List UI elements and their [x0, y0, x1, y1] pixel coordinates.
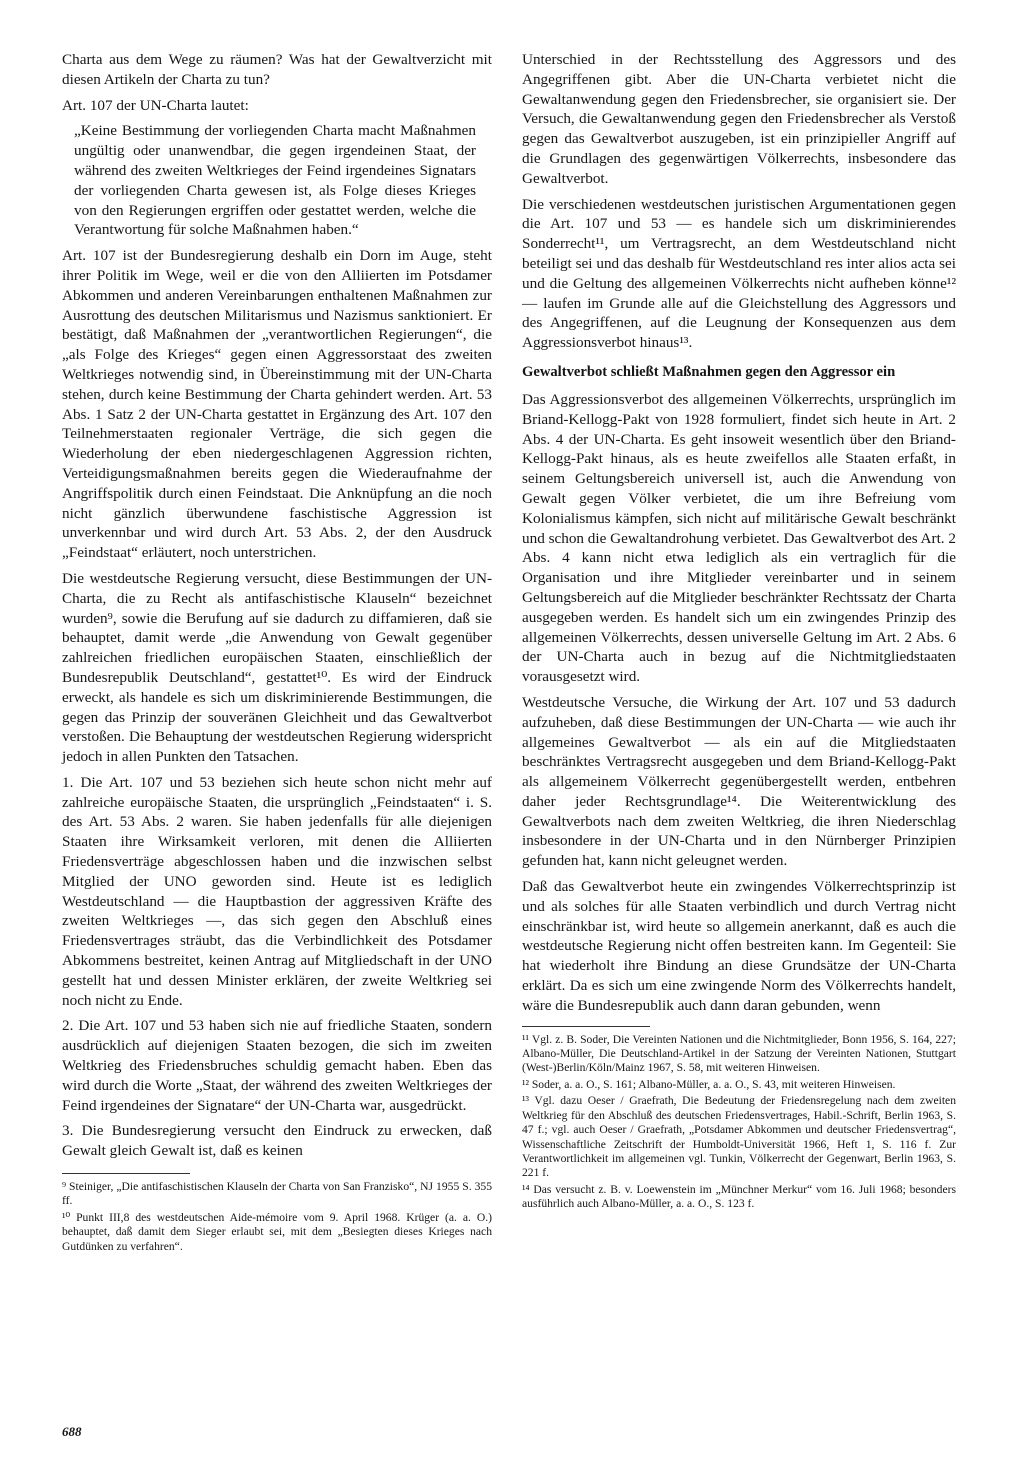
footnote: ¹³ Vgl. dazu Oeser / Graefrath, Die Bedeutung der Friedensregelung nach dem zweiten Weltkrieg für den Abschluß des deutschen Friedensvertrages, Habil.-Schrift, Berlin 1963, S. 47 f.; vgl. auch Oeser / Graefrath, „Potsdamer Abkommen und deutscher Friedensvertrag“, Wissenschaftliche Zeitschrift der Humboldt-Universität 1966, Heft 1, S. 116 f. Zur Verantwortlichkeit im allgemeinen vgl. Tunkin, Völkerrecht der Gegenwart, Berlin 1963, S. 221 f. — [522, 1094, 956, 1180]
paragraph: Unterschied in der Rechtsstellung des Aggressors und des Angegriffenen gibt. Aber die UN-Charta verbietet nicht die Gewaltanwendung gegen den Friedensbrecher, sie organisiert sie. Der Versuch, die Gewaltanwendung gegen den Friedensbrecher als Verstoß gegen das Gewaltverbot auszugeben, ist ein prinzipieller Angriff auf die Grundlagen des gegenwärtigen Völkerrechts, insbesondere das Gewaltverbot. — [522, 51, 956, 187]
section-heading: Gewaltverbot schließt Maßnahmen gegen den Aggressor ein — [522, 363, 896, 380]
footnote: ¹¹ Vgl. z. B. Soder, Die Vereinten Nationen und die Nichtmitglieder, Bonn 1956, S. 164, 227; Albano-Müller, Die Deutschland-Artikel in der Satzung der Vereinten Nationen, Stuttgart (West-)Berlin/Köln/Mainz 1967, S. 58, mit weiteren Hinweisen. — [522, 1032, 956, 1075]
footnote: ⁹ Steiniger, „Die antifaschistischen Klauseln der Charta von San Franzisko“, NJ 1955 S. 355 ff. — [62, 1180, 492, 1208]
paragraph: Die westdeutsche Regierung versucht, diese Bestimmungen der UN-Charta, die zu Recht als antifaschistische Klauseln“ bezeichnet wurden⁹, sowie die Berufung auf sie dadurch zu diffamieren, daß sie behauptet, damit werde „die Anwendung von Gewalt gegenüber zahlreichen friedlichen europäischen Staaten, einschließlich der Bundesrepublik Deutschland“, gestattet¹⁰. Es wird der Eindruck erweckt, als handele es sich um diskriminierende Bestimmungen, die gegen das Prinzip der souveränen Gleichheit und das Gewaltverbot verstoßen. Die Behauptung der westdeutschen Regierung widerspricht jedoch in allen Punkten den Tatsachen. — [62, 569, 492, 766]
page-number: 688 — [62, 1424, 82, 1439]
right-column — [522, 50, 956, 1214]
footnote: ¹² Soder, a. a. O., S. 161; Albano-Müller, a. a. O., S. 43, mit weiteren Hinweisen. — [522, 1077, 896, 1091]
paragraph: 2. Die Art. 107 und 53 haben sich nie auf friedliche Staaten, sondern ausdrücklich auf diejenigen Staaten bezogen, die sich im zweiten Weltkrieg des Friedensbruches schuldig gemacht haben. Eben das wird durch die Worte „Staat, der während des zweiten Weltkrieges der Feind irgendeines der Signatare“ der UN-Charta war, ausgedrückt. — [62, 1017, 492, 1114]
paragraph: Westdeutsche Versuche, die Wirkung der Art. 107 und 53 dadurch aufzuheben, daß diese Bestimmungen der UN-Charta — wie auch ihr allgemeines Gewaltverbot — als ein auf die Mitgliedstaaten beschränktes Vertragsrecht ausgegeben und dem Briand-Kellogg-Pakt als allgemeinem Völkerrecht gegenübergestellt werden, entbehren daher jeder Rechtsgrundlage¹⁴. Die Weiterentwicklung des Gewaltverbots nach dem zweiten Weltkrieg, die ihren Niederschlag insbesondere in der UN-Charta und in den Nürnberger Prinzipien gefunden hat, kann nicht geleugnet werden. — [522, 693, 956, 870]
left-column — [62, 50, 492, 1256]
paragraph: Das Aggressionsverbot des allgemeinen Völkerrechts, ursprünglich im Briand-Kellogg-Pakt von 1928 formuliert, findet sich heute in Art. 2 Abs. 4 der UN-Charta. Es geht insoweit wesentlich über den Briand-Kellogg-Pakt hinaus, als es heute zweifellos alle Staaten erfaßt, in seinem Geltungsbereich universell ist, auch die Anwendung von Gewalt gegen Völker verbietet, die um ihre Befreiung vom Kolonialismus kämpfen, sich nicht auf militärische Gewalt beschränkt und schon die Gewaltandrohung verbietet. Das Gewaltverbot des Art. 2 Abs. 4 kann nicht etwa lediglich als ein vertraglich für die Organisation und ihre Mitglieder vereinbarter und in seinem Geltungsbereich auf die Mitglieder beschränkter Rechtssatz der Charta ausgegeben werden. Es handelt sich um ein zwingendes Prinzip des allgemeinen Völkerrechts, dessen universelle Geltung im Art. 2 Abs. 6 der UN-Charta auch in bezug auf die Nichtmitgliedstaaten vorausgesetzt wird. — [522, 390, 956, 686]
paragraph: Art. 107 der UN-Charta lautet: — [62, 96, 249, 114]
footnote-divider — [522, 1026, 650, 1027]
paragraph: Charta aus dem Wege zu räumen? Was hat der Gewaltverzicht mit diesen Artikeln der Charta zu tun? — [62, 51, 492, 88]
paragraph: Die verschiedenen westdeutschen juristischen Argumentationen gegen die Art. 107 und 53 — es handele sich um diskriminierendes Sonderrecht¹¹, um Vertragsrecht, an dem Westdeutschland nicht beteiligt sei und das deshalb für Westdeutschland res inter alios acta sei und die Geltung des allgemeinen Völkerrechts nicht aufheben könne¹² — laufen im Grunde alle auf die Gleichstellung des Aggressors und des Angegriffenen, auf die Leugnung der Konsequenzen aus dem Aggressionsverbot hinaus¹³. — [522, 195, 956, 352]
paragraph: 3. Die Bundesregierung versucht den Eindruck zu erwecken, daß Gewalt gleich Gewalt ist, daß es keinen — [62, 1122, 492, 1160]
footnote: ¹⁴ Das versucht z. B. v. Loewenstein im „Münchner Merkur“ vom 16. Juli 1968; besonders ausführlich auch Albano-Müller, a. a. O., S. 123 f. — [522, 1182, 956, 1211]
footnote: ¹⁰ Punkt III,8 des westdeutschen Aide-mémoire vom 9. April 1968. Krüger (a. a. O.) behauptet, daß damit dem Sieger erlaubt sei, mit dem „Besiegten dieses Krieges nach Gutdünken zu verfahren“. — [62, 1210, 492, 1253]
paragraph: Art. 107 ist der Bundesregierung deshalb ein Dorn im Auge, steht ihrer Politik im Wege, weil er die von den Alliierten im Potsdamer Abkommen und anderen Vereinbarungen enthaltenen Maßnahmen zur Ausrottung des deutschen Militarismus und Nazismus sanktioniert. Er bestätigt, daß Maßnahmen der „verantwortlichen Regierungen“, die „als Folge des Krieges“ gegen einen Aggressorstaat des zweiten Weltkrieges notwendig sind, in Übereinstimmung mit der UN-Charta stehen, durch keine Bestimmung der Charta gehindert werden. Art. 53 Abs. 1 Satz 2 der UN-Charta gestattet in Ergänzung des Art. 107 den Teilnehmerstaaten regionaler Verträge, die sich gegen die Wiederholung der eben niedergeschlagenen Aggression richten, Verteidigungsmaßnahmen bereits gegen die Wiederaufnahme der Angriffspolitik durch einen Feindstaat. Die Anknüpfung an die noch nicht gänzlich überwundene faschistische Aggression ist unverkennbar und wird durch Art. 53 Abs. 2, der den Ausdruck „Feindstaat“ erläutert, noch unterstrichen. — [62, 247, 492, 562]
footnote-divider — [62, 1173, 190, 1174]
paragraph: Daß das Gewaltverbot heute ein zwingendes Völkerrechtsprinzip ist und als solches für alle Staaten verbindlich und durch Vertrag nicht einschränkbar ist, wird heute so allgemein anerkannt, daß es auch die westdeutsche Regierung nicht offen bestreiten kann. Im Gegenteil: Sie hat wiederholt ihre Bindung an diese Grundsätze der UN-Charta erklärt. Da es sich um eine zwingende Norm des Völkerrechts handelt, wäre die Bundesrepublik auch dann daran gebunden, wenn — [522, 878, 956, 1014]
quotation: „Keine Bestimmung der vorliegenden Charta macht Maßnahmen ungültig oder unanwendbar, die gegen irgendeinen Staat, der während des zweiten Weltkrieges der Feind irgendeines Signatars der vorliegenden Charta gewesen ist, als Folge dieses Krieges von den Regierungen ergriffen oder gestattet werden, welche die Verantwortung für solche Maßnahmen haben.“ — [74, 122, 476, 239]
paragraph: 1. Die Art. 107 und 53 beziehen sich heute schon nicht mehr auf zahlreiche europäische Staaten, die ursprünglich „Feindstaaten“ i. S. des Art. 53 Abs. 2 waren. Sie haben jedenfalls für alle diejenigen Staaten ihre Wirksamkeit verloren, mit denen die Alliierten Friedensverträge abgeschlossen haben und die inzwischen selbst Mitglied der UNO geworden sind. Heute ist es lediglich Westdeutschland — die Hauptbastion der aggressiven Kräfte des zweiten Weltkrieges —, das sich gegen den Abschluß eines Friedensvertrages sträubt, das die Verbindlichkeit des Potsdamer Abkommens bestreitet, keinen Antrag auf Mitgliedschaft in der UNO gestellt hat und dessen Minister erklären, der zweite Weltkrieg sei noch nicht zu Ende. — [62, 773, 492, 1009]
